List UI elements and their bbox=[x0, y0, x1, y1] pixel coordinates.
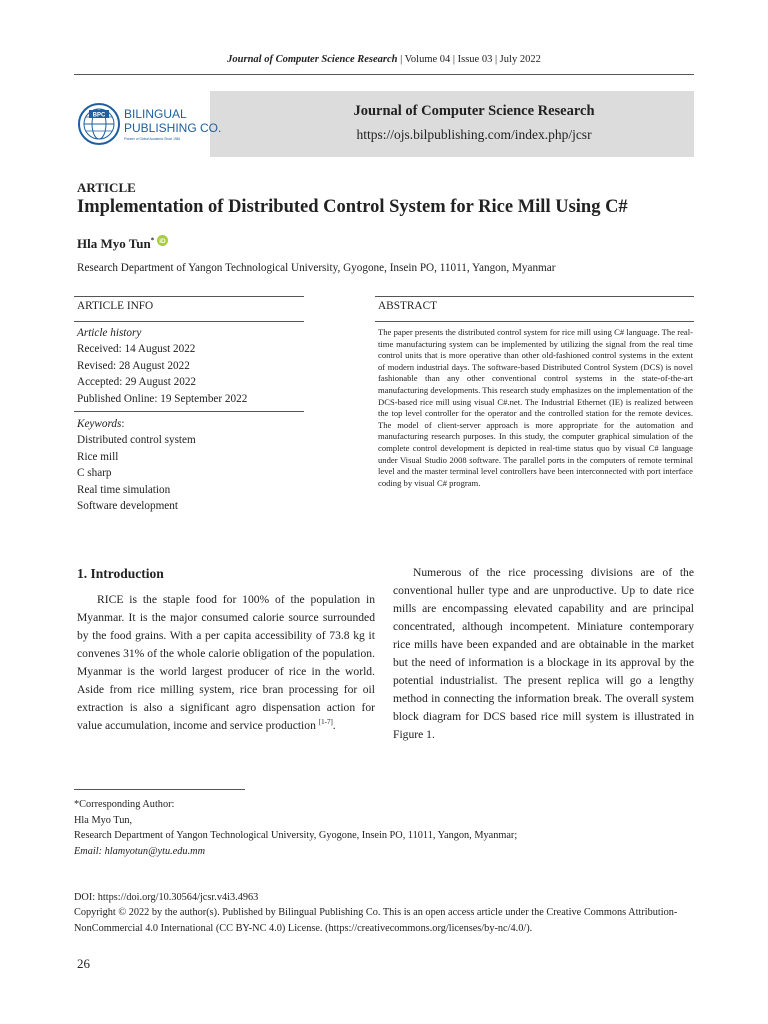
introduction-left-column: RICE is the staple food for 100% of the population in Myanmar. It is the major consumed calorie source surrounded by the food grains. With a per capita accessibility of 73.8 kg it convenes 31% of the whole calorie obligation of the population. Myanmar is the world largest producer of rice in the world. Aside from rice milling system, rice bran processing for oil extraction is also a significant agro dispensation action for value accumulation, income and service production [1-7]. bbox=[77, 593, 375, 732]
footnote bbox=[74, 797, 694, 859]
article-title: Implementation of Distributed Control System for Rice Mill Using C# bbox=[77, 197, 628, 217]
publisher-logo-icon bbox=[74, 91, 222, 157]
keywords-block: Keywords: Distributed control system Rice mill C sharp Real time simulation Software development bbox=[77, 416, 302, 514]
copyright-notice: Copyright © 2022 by the author(s). Published by Bilingual Publishing Co. This is an open access article under the Creative Commons Attribution-NonCommercial 4.0 International (CC BY-NC 4.0) License. (https://creativecommons.org/licenses/by-nc/4.0/). bbox=[74, 907, 678, 934]
logo-line1: BILINGUAL bbox=[124, 107, 187, 121]
journal-banner bbox=[74, 91, 694, 157]
logo-tagline: Pioneer of Global Academic Since 1984 bbox=[124, 137, 181, 141]
footnote-email-label: Email: bbox=[74, 845, 103, 857]
publisher-logo bbox=[74, 91, 222, 157]
logo-line2: PUBLISHING CO. bbox=[124, 121, 222, 135]
abstract-rule bbox=[375, 321, 694, 322]
article-info-heading: ARTICLE INFO bbox=[77, 300, 154, 312]
svg-text:iD: iD bbox=[159, 238, 167, 245]
header-rule bbox=[74, 74, 694, 75]
author-affiliation: Research Department of Yangon Technological University, Gyogone, Insein PO, 11011, Yangon, Myanmar bbox=[77, 262, 556, 274]
keywords-label: Keywords bbox=[77, 418, 122, 430]
article-info-rule bbox=[74, 321, 304, 322]
abstract-heading: ABSTRACT bbox=[378, 300, 438, 312]
keywords-rule bbox=[74, 411, 304, 412]
running-header-journal: Journal of Computer Science Research bbox=[227, 54, 398, 65]
banner-journal-url[interactable]: https://ojs.bilpublishing.com/index.php/jcsr bbox=[356, 127, 592, 142]
article-info-top-rule bbox=[74, 296, 304, 297]
running-header-details: | Volume 04 | Issue 03 | July 2022 bbox=[397, 54, 541, 65]
article-type: ARTICLE bbox=[77, 180, 136, 195]
author-line bbox=[77, 235, 168, 252]
keyword-item: C sharp bbox=[77, 467, 112, 480]
author-mark: * bbox=[150, 236, 155, 245]
footnote-label: *Corresponding Author: bbox=[74, 799, 175, 810]
abstract-top-rule bbox=[375, 296, 694, 297]
author-name[interactable]: Hla Myo Tun bbox=[77, 236, 151, 251]
running-header bbox=[0, 54, 768, 65]
logo-initials: BPC bbox=[92, 112, 106, 119]
keyword-item: Distributed control system bbox=[77, 434, 196, 447]
orcid-icon[interactable] bbox=[157, 235, 168, 246]
footnote-affiliation: Research Department of Yangon Technological University, Gyogone, Insein PO, 11011, Yangon, Myanmar; bbox=[74, 830, 518, 841]
banner-journal-title: Journal of Computer Science Research bbox=[353, 103, 595, 119]
introduction-heading: 1. Introduction bbox=[77, 566, 164, 581]
page-number: 26 bbox=[77, 956, 90, 971]
footnote-email[interactable]: hlamyotun@ytu.edu.mm bbox=[104, 845, 206, 857]
citation[interactable]: [1-7] bbox=[318, 718, 333, 727]
introduction-right-column bbox=[393, 564, 694, 744]
keyword-item: Software development bbox=[77, 500, 178, 513]
introduction-right-paragraph: Numerous of the rice processing divisions are of the conventional huller type and are unproductive. Up to date rice mills are encompassing elevated capability and are principal concentrated, although incompetent. Miniature contemporary rice mills have been expanded and are obtainable in the market but the need of information is a blockage in its approval by the potential industrialist. The present replica will go a lengthy method in connecting the information break. The overall system block diagram for DCS based rice mill system is illustrated in Figure 1. bbox=[393, 566, 694, 741]
doi-line[interactable]: DOI: https://doi.org/10.30564/jcsr.v4i3.4963 bbox=[74, 892, 259, 903]
introduction-left-paragraph: RICE is the staple food for 100% of the population in Myanmar. It is the major consumed calorie source surrounded by the food grains. With a per capita accessibility of 73.8 kg it convenes 31% of the whole calorie obligation of the population. Myanmar is the world largest producer of rice in the world. Aside from rice milling system, rice bran processing for oil extraction is also a significant agro dispensation action for value accumulation, income and service production bbox=[77, 593, 375, 732]
history-accepted: Accepted: 29 August 2022 bbox=[77, 376, 197, 389]
history-revised: Revised: 28 August 2022 bbox=[77, 359, 190, 372]
history-label: Article history bbox=[77, 327, 142, 339]
keyword-item: Rice mill bbox=[77, 450, 119, 463]
abstract-text: The paper presents the distributed control system for rice mill using C# language. The real-time manufacturing system can be implemented by utilizing the signal from the real time control units that is more operative than other old-fashioned control systems in the extent of modern industrial days. The software-based Distributed Control System (DCS) is novel fashionable than any other conventional control systems in the state-of-the-art manufacturing developments. This research study emphasizes on the implementation of the DCS-based rice mill using visual C#.net. The Industrial Ethernet (IE) is realized between the top level controller for the operator and the controlled station for the remote devices. The model of client-server approach is more appropriate for the automation and manufacturing research purposes. In this study, the computer graphical simulation of the complete control development is depicted in real-time status quo by visual C# language under Visual Studio 2008 software. The parallel ports in the computers of remote terminal level and the master terminal level controllers have been interconnected with port interface coding by visual C# program. bbox=[378, 327, 693, 488]
history-received: Received: 14 August 2022 bbox=[77, 343, 196, 356]
footnote-rule bbox=[74, 789, 245, 790]
footnote-name: Hla Myo Tun, bbox=[74, 814, 133, 826]
history-published: Published Online: 19 September 2022 bbox=[77, 392, 248, 405]
keyword-item: Real time simulation bbox=[77, 483, 171, 496]
article-history bbox=[77, 325, 302, 407]
